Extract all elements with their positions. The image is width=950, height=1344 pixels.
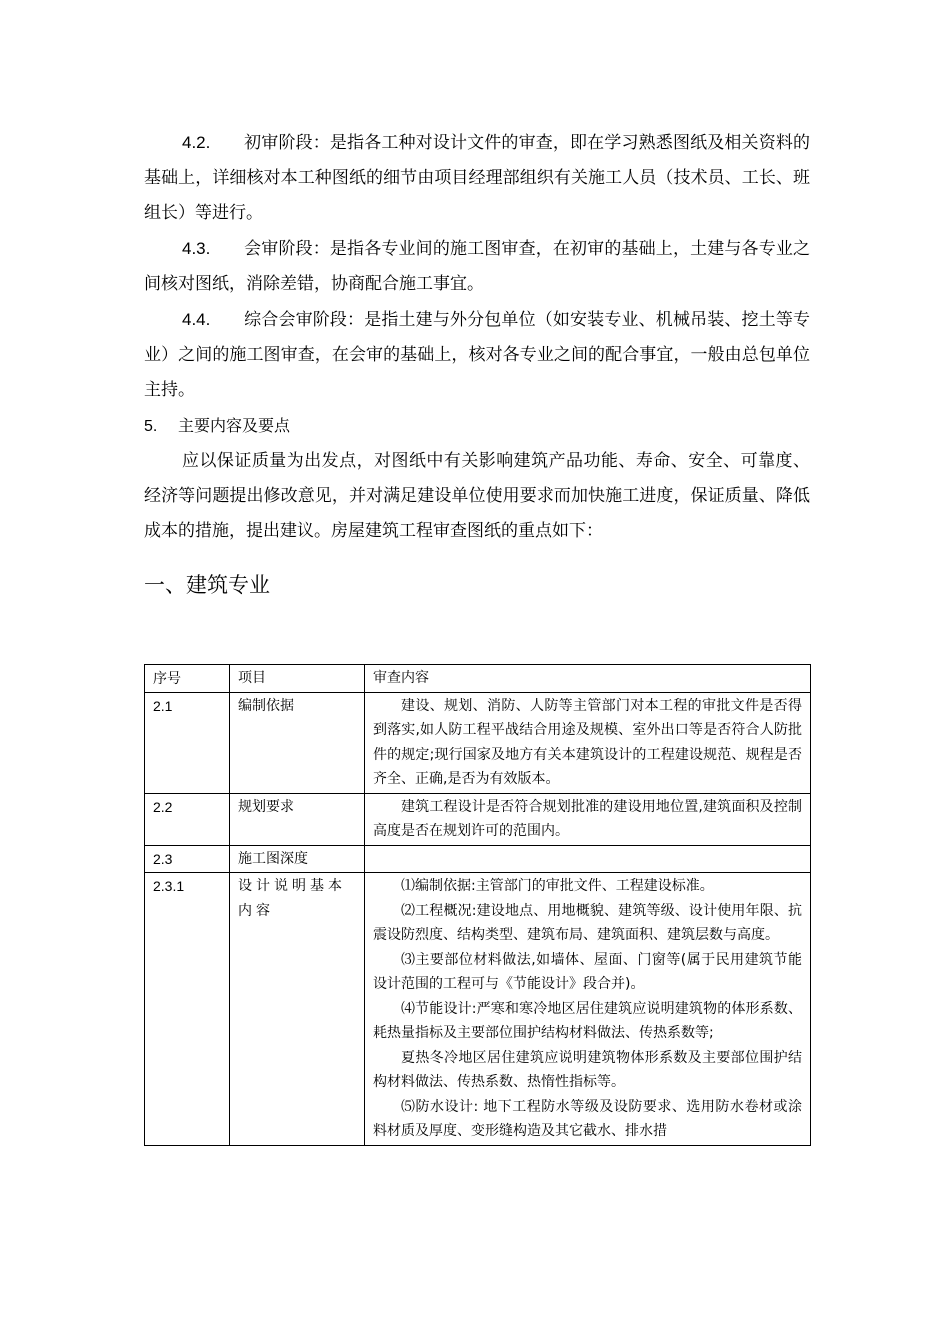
table-row	[145, 845, 811, 873]
paragraph-4-2	[144, 125, 810, 231]
section-title: 主要内容及要点	[178, 416, 291, 435]
section-5-body: 应以保证质量为出发点，对图纸中有关影响建筑产品功能、寿命、安全、可靠度、经济等问题提出修改意见，并对满足建设单位使用要求而加快施工进度，保证质量、降低成本的措施，提出建议。房屋建筑工程审查图纸的重点如下：	[144, 451, 810, 541]
row-no: 2.2	[145, 793, 230, 845]
content-paragraph: ⑸防水设计: 地下工程防水等级及设防要求、选用防水卷材或涂料材质及厚度、变形缝构造及其它截水、排水措	[373, 1098, 802, 1139]
section-number: 5.	[144, 418, 158, 435]
table-header-row	[145, 665, 811, 693]
row-no: 2.3	[145, 845, 230, 873]
content-paragraph: 建筑工程设计是否符合规划批准的建设用地位置,建筑面积及控制高度是否在规划许可的范围内。	[373, 798, 802, 839]
header-item: 项目	[230, 665, 365, 693]
table-row	[145, 692, 811, 793]
row-item: 施工图深度	[230, 845, 365, 873]
section-5-heading	[144, 408, 810, 444]
paragraph-4-3	[144, 231, 810, 302]
content-paragraph: ⑶主要部位材料做法,如墙体、屋面、门窗等(属于民用建筑节能设计范围的工程可与《节能设计》段合并)。	[373, 951, 802, 992]
header-content: 审查内容	[365, 665, 811, 693]
row-content	[365, 873, 811, 1146]
row-item: 编制依据	[230, 692, 365, 793]
review-table	[144, 664, 811, 1146]
content-paragraph: 建设、规划、消防、人防等主管部门对本工程的审批文件是否得到落实,如人防工程平战结合用途及规模、室外出口等是否符合人防批件的规定;现行国家及地方有关本建筑设计的工程建设规范、规程是否齐全、正确,是否为有效版本。	[373, 697, 802, 787]
row-content	[365, 793, 811, 845]
content-paragraph: ⑴编制依据:主管部门的审批文件、工程建设标准。	[401, 878, 714, 894]
row-no: 2.3.1	[145, 873, 230, 1146]
paragraph-number: 4.2.	[182, 133, 211, 152]
content-paragraph: 夏热冬冷地区居住建筑应说明建筑物体形系数及主要部位围护结构材料做法、传热系数、热惰性指标等。	[373, 1049, 802, 1090]
header-no: 序号	[145, 665, 230, 693]
row-item: 规划要求	[230, 793, 365, 845]
content-paragraph: ⑷节能设计:严寒和寒冷地区居住建筑应说明建筑物的体形系数、耗热量指标及主要部位围护结构材料做法、传热系数等;	[373, 1000, 802, 1041]
paragraph-number: 4.3.	[182, 239, 211, 258]
paragraph-4-4	[144, 302, 810, 408]
row-no: 2.1	[145, 692, 230, 793]
paragraph-text: 综合会审阶段：是指土建与外分包单位（如安装专业、机械吊装、挖土等专业）之间的施工图审查，在会审的基础上，核对各专业之间的配合事宜，一般由总包单位主持。	[144, 310, 810, 400]
paragraph-text: 会审阶段：是指各专业间的施工图审查，在初审的基础上，土建与各专业之间核对图纸，消除差错，协商配合施工事宜。	[144, 239, 810, 294]
heading-architecture: 一、建筑专业	[144, 573, 270, 597]
row-content	[365, 845, 811, 873]
paragraph-text: 初审阶段：是指各工种对设计文件的审查，即在学习熟悉图纸及相关资料的基础上，详细核对本工种图纸的细节由项目经理部组织有关施工人员（技术员、工长、班组长）等进行。	[144, 133, 810, 223]
row-content	[365, 692, 811, 793]
table-row	[145, 793, 811, 845]
paragraph-number: 4.4.	[182, 310, 211, 329]
table-row	[145, 873, 811, 1146]
row-item: 设计说明基本内容	[230, 873, 365, 1146]
document-body	[144, 125, 810, 605]
content-paragraph: ⑵工程概况:建设地点、用地概貌、建筑等级、设计使用年限、抗震设防烈度、结构类型、建筑布局、建筑面积、建筑层数与高度。	[373, 902, 802, 943]
